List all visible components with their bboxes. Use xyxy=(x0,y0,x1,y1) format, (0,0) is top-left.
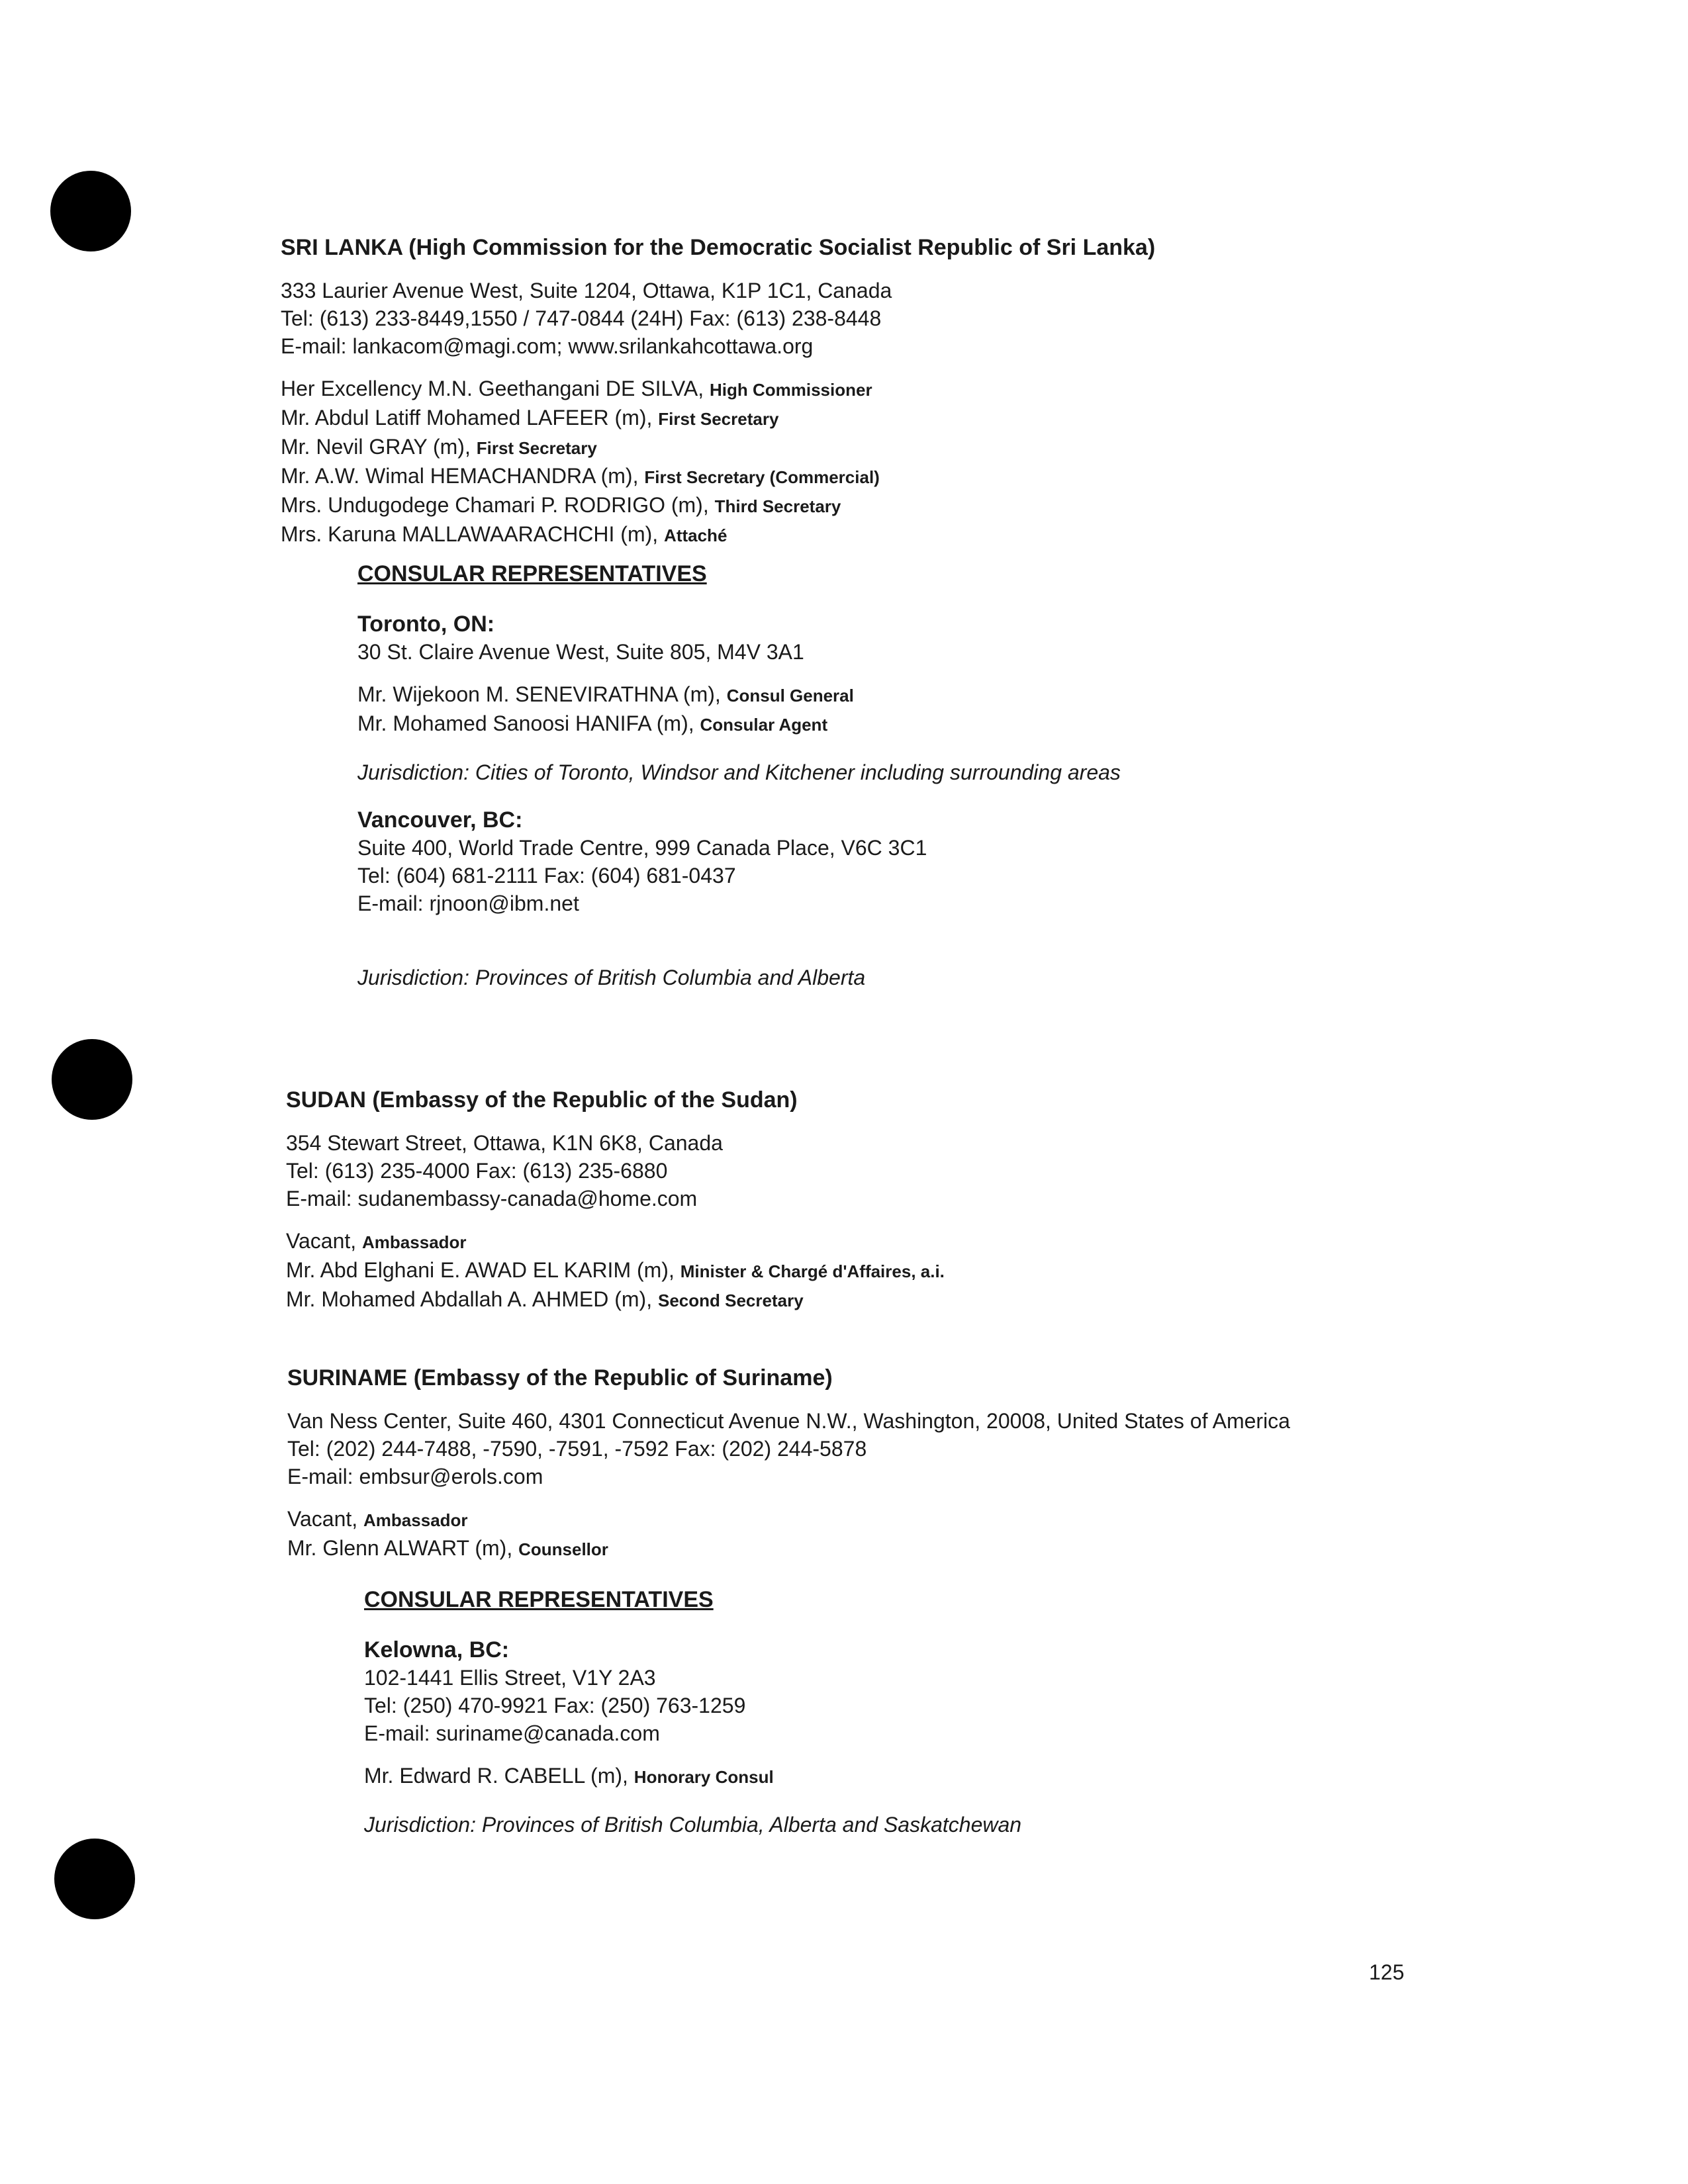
staff-name: Mr. A.W. Wimal HEMACHANDRA (m), xyxy=(281,464,639,488)
telephone: Tel: (613) 235-4000 Fax: (613) 235-6880 xyxy=(286,1159,668,1183)
jurisdiction: Jurisdiction: Cities of Toronto, Windsor and Kitchener including surrounding areas xyxy=(357,760,1121,784)
sri-lanka-section xyxy=(281,233,1155,549)
staff-title: First Secretary (Commercial) xyxy=(644,467,880,487)
staff-title: Minister & Chargé d'Affaires, a.i. xyxy=(680,1261,945,1281)
jurisdiction: Jurisdiction: Provinces of British Columbia, Alberta and Saskatchewan xyxy=(364,1813,1022,1837)
jurisdiction: Jurisdiction: Provinces of British Columbia and Alberta xyxy=(357,966,866,989)
consulate-city: Kelowna, BC: xyxy=(364,1637,510,1662)
consulate-address: 102-1441 Ellis Street, V1Y 2A3 xyxy=(364,1666,656,1690)
staff-title: High Commissioner xyxy=(709,380,872,400)
staff-entry xyxy=(286,1256,945,1285)
sudan-section xyxy=(286,1085,945,1314)
email: E-mail: suriname@canada.com xyxy=(364,1721,660,1745)
staff-entry xyxy=(281,375,1155,404)
consular-heading: CONSULAR REPRESENTATIVES xyxy=(364,1587,714,1612)
email: E-mail: embsur@erols.com xyxy=(287,1465,543,1488)
address: 333 Laurier Avenue West, Suite 1204, Ottawa, K1P 1C1, Canada xyxy=(281,279,892,302)
staff-name: Mr. Abdul Latiff Mohamed LAFEER (m), xyxy=(281,406,653,430)
staff-entry xyxy=(364,1762,1021,1791)
page-number: 125 xyxy=(1369,1960,1405,1984)
staff-entry xyxy=(281,462,1155,491)
suriname-consular xyxy=(364,1586,1021,1839)
binder-hole-top xyxy=(50,171,131,251)
staff-name: Mr. Glenn ALWART (m), xyxy=(287,1536,513,1560)
telephone: Tel: (613) 233-8449,1550 / 747-0844 (24H) Fax: (613) 238-8448 xyxy=(281,306,882,330)
consulate-address: Suite 400, World Trade Centre, 999 Canada Place, V6C 3C1 xyxy=(357,836,927,860)
staff-name: Mr. Mohamed Abdallah A. AHMED (m), xyxy=(286,1287,653,1311)
consular-heading: CONSULAR REPRESENTATIVES xyxy=(357,561,707,586)
staff-title: Consular Agent xyxy=(700,715,828,735)
staff-entry xyxy=(281,520,1155,549)
address: Van Ness Center, Suite 460, 4301 Connecticut Avenue N.W., Washington, 20008, United States of America xyxy=(287,1409,1290,1433)
staff-title: Ambassador xyxy=(363,1510,468,1530)
staff-name: Vacant, xyxy=(286,1229,357,1253)
sri-lanka-consular xyxy=(357,560,1121,991)
consulate-city: Toronto, ON: xyxy=(357,612,495,637)
staff-name: Mr. Abd Elghani E. AWAD EL KARIM (m), xyxy=(286,1258,675,1282)
staff-entry xyxy=(286,1227,945,1256)
staff-entry xyxy=(287,1505,1290,1534)
telephone: Tel: (604) 681-2111 Fax: (604) 681-0437 xyxy=(357,864,736,887)
staff-name: Mrs. Karuna MALLAWAARACHCHI (m), xyxy=(281,522,659,546)
binder-hole-bottom xyxy=(54,1839,135,1919)
staff-name: Vacant, xyxy=(287,1507,358,1531)
staff-entry xyxy=(357,680,1121,709)
address: 354 Stewart Street, Ottawa, K1N 6K8, Canada xyxy=(286,1131,723,1155)
staff-title: Ambassador xyxy=(362,1232,467,1252)
staff-entry xyxy=(281,404,1155,433)
section-heading: SURINAME (Embassy of the Republic of Suriname) xyxy=(287,1365,833,1390)
section-heading: SRI LANKA (High Commission for the Democratic Socialist Republic of Sri Lanka) xyxy=(281,235,1156,260)
staff-title: Third Secretary xyxy=(714,496,841,516)
binder-hole-middle xyxy=(52,1039,132,1120)
staff-title: Consul General xyxy=(726,686,854,705)
staff-title: First Secretary xyxy=(658,409,779,429)
suriname-section xyxy=(287,1363,1290,1563)
staff-title: Attaché xyxy=(664,525,727,545)
staff-name: Mr. Nevil GRAY (m), xyxy=(281,435,471,459)
section-heading: SUDAN (Embassy of the Republic of the Sudan) xyxy=(286,1087,798,1113)
email: E-mail: sudanembassy-canada@home.com xyxy=(286,1187,698,1210)
staff-title: Counsellor xyxy=(518,1539,608,1559)
telephone: Tel: (250) 470-9921 Fax: (250) 763-1259 xyxy=(364,1694,746,1717)
staff-entry xyxy=(357,709,1121,739)
staff-entry xyxy=(281,433,1155,462)
email: E-mail: rjnoon@ibm.net xyxy=(357,891,579,915)
staff-entry xyxy=(287,1534,1290,1563)
staff-entry xyxy=(281,491,1155,520)
staff-name: Mrs. Undugodege Chamari P. RODRIGO (m), xyxy=(281,493,709,517)
staff-name: Mr. Wijekoon M. SENEVIRATHNA (m), xyxy=(357,682,721,706)
staff-title: Second Secretary xyxy=(657,1291,804,1310)
consulate-address: 30 St. Claire Avenue West, Suite 805, M4V 3A1 xyxy=(357,640,804,664)
staff-name: Mr. Mohamed Sanoosi HANIFA (m), xyxy=(357,711,694,735)
staff-title: First Secretary xyxy=(476,438,597,458)
staff-entry xyxy=(286,1285,945,1314)
telephone: Tel: (202) 244-7488, -7590, -7591, -7592 Fax: (202) 244-5878 xyxy=(287,1437,867,1461)
consulate-city: Vancouver, BC: xyxy=(357,807,523,833)
staff-title: Honorary Consul xyxy=(633,1767,774,1787)
staff-name: Mr. Edward R. CABELL (m), xyxy=(364,1764,628,1788)
staff-name: Her Excellency M.N. Geethangani DE SILVA, xyxy=(281,377,704,400)
email: E-mail: lankacom@magi.com; www.srilankahcottawa.org xyxy=(281,334,814,358)
